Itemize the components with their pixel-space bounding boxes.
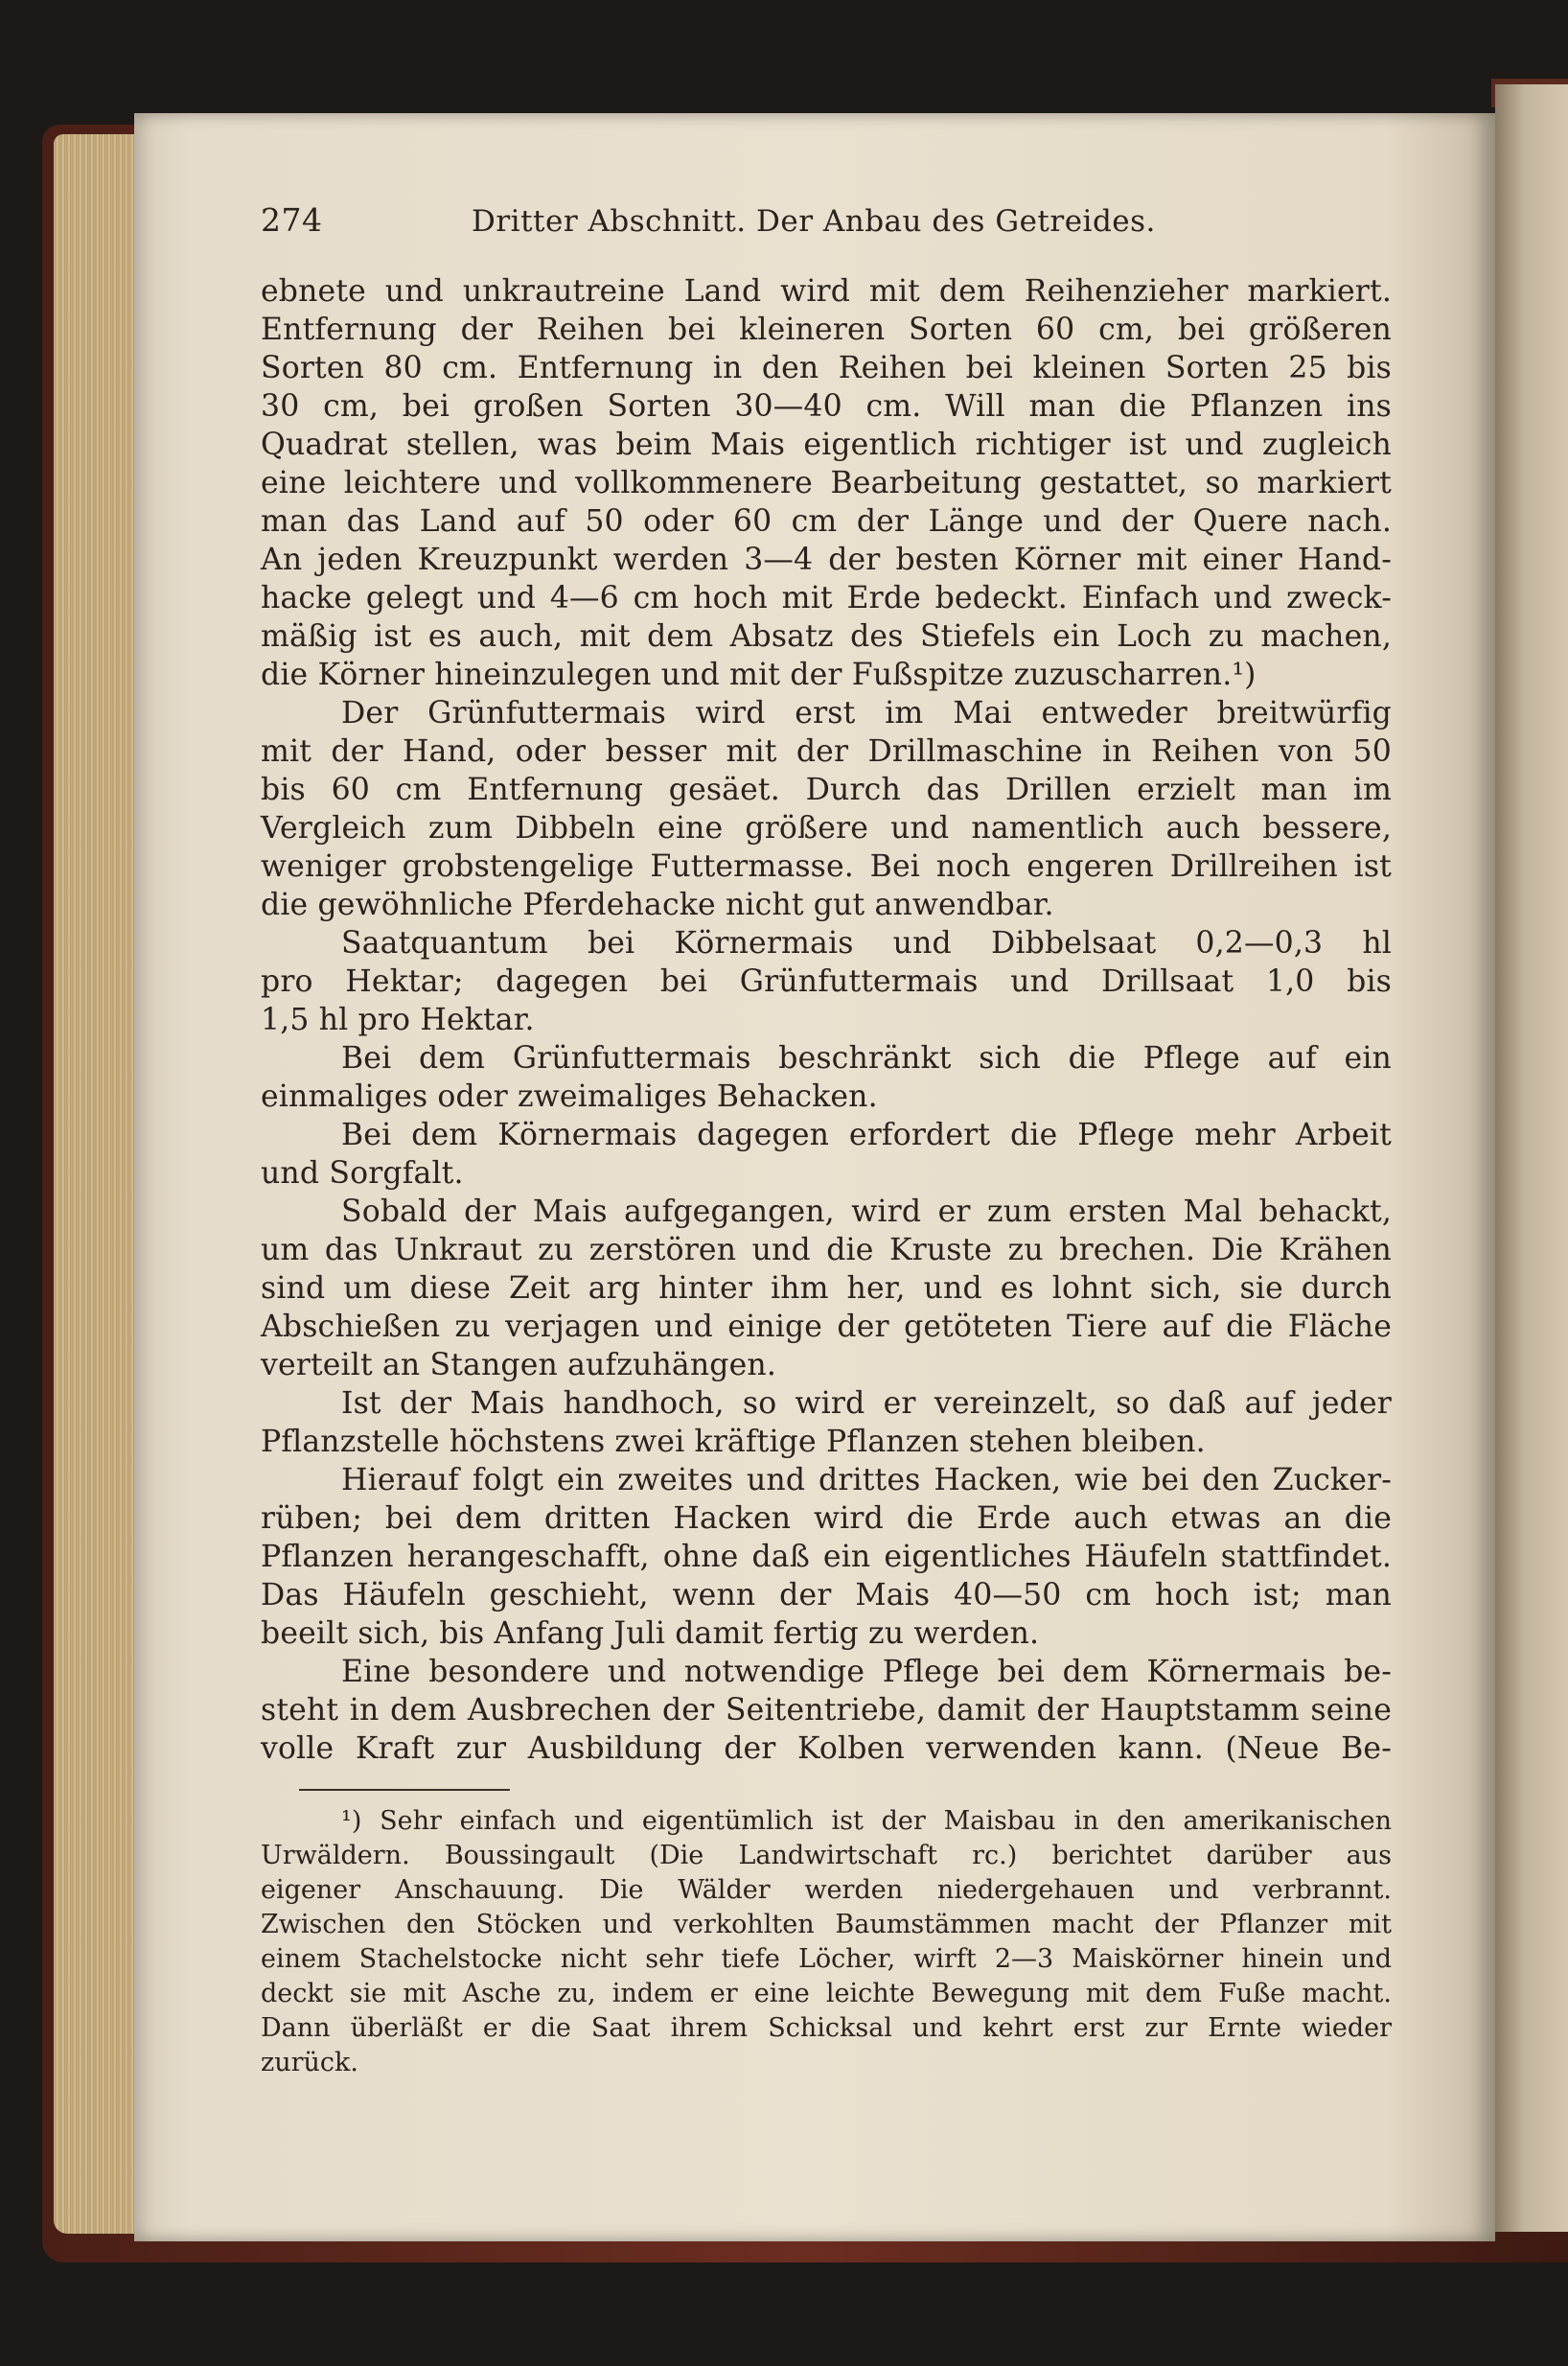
text-line: ebnete und unkrautreine Land wird mit dem Reihenzieher markiert. <box>261 274 1392 309</box>
text-line: die gewöhnliche Pferdehacke nicht gut anwendbar. <box>261 888 1054 922</box>
text-line: hacke gelegt und 4—6 cm hoch mit Erde bedeckt. Einfach und zweck- <box>261 581 1392 615</box>
text-line: Das Häufeln geschieht, wenn der Mais 40—50 cm hoch ist; man <box>261 1578 1392 1612</box>
text-line: Ist der Mais handhoch, so wird er vereinzelt, so daß auf jeder <box>341 1386 1392 1421</box>
text-line: die Körner hineinzulegen und mit der Fußspitze zuzuscharren.¹) <box>261 658 1257 692</box>
text-line: Sobald der Mais aufgegangen, wird er zum ersten Mal behackt, <box>341 1195 1392 1229</box>
text-line: Quadrat stellen, was beim Mais eigentlich richtiger ist und zugleich <box>261 428 1392 462</box>
footnote-line: Urwäldern. Boussingault (Die Landwirtschaft rc.) berichtet darüber aus <box>261 1841 1392 1870</box>
text-line: An jeden Kreuzpunkt werden 3—4 der besten Körner mit einer Hand- <box>261 543 1392 577</box>
text-line: mit der Hand, oder besser mit der Drillmaschine in Reihen von 50 <box>261 734 1392 769</box>
facing-page-edge <box>1495 84 1568 2232</box>
text-line: volle Kraft zur Ausbildung der Kolben verwenden kann. (Neue Be- <box>261 1731 1392 1766</box>
text-line: Sorten 80 cm. Entfernung in den Reihen bei kleinen Sorten 25 bis <box>261 351 1392 385</box>
text-line: beeilt sich, bis Anfang Juli damit fertig zu werden. <box>261 1616 1040 1651</box>
text-line: und Sorgfalt. <box>261 1156 464 1191</box>
text-line: Bei dem Körnermais dagegen erfordert die Pflege mehr Arbeit <box>341 1118 1392 1152</box>
text-line: Der Grünfuttermais wird erst im Mai entweder breitwürfig <box>341 696 1392 731</box>
text-line: Entfernung der Reihen bei kleineren Sorten 60 cm, bei größeren <box>261 313 1392 347</box>
text-line: pro Hektar; dagegen bei Grünfuttermais und Drillsaat 1,0 bis <box>261 964 1392 999</box>
text-line: eine leichtere und vollkommenere Bearbeitung gestattet, so markiert <box>261 466 1392 500</box>
text-line: Vergleich zum Dibbeln eine größere und namentlich auch bessere, <box>261 811 1392 846</box>
page-number: 274 <box>261 201 323 239</box>
footnote <box>261 1804 1392 2080</box>
footnote-line: ¹) Sehr einfach und eigentümlich ist der Maisbau in den amerikanischen <box>341 1806 1392 1836</box>
text-line: rüben; bei dem dritten Hacken wird die Erde auch etwas an die <box>261 1501 1392 1536</box>
text-line: weniger grobstengelige Futtermasse. Bei noch engeren Drillreihen ist <box>261 849 1392 884</box>
footnote-rule <box>299 1789 510 1791</box>
text-line: um das Unkraut zu zerstören und die Kruste zu brechen. Die Krähen <box>261 1233 1392 1267</box>
text-line: 1,5 hl pro Hektar. <box>261 1003 535 1037</box>
footnote-line: eigener Anschauung. Die Wälder werden niedergehauen und verbrannt. <box>261 1875 1392 1905</box>
page-header <box>261 201 1392 259</box>
footnote-line: Zwischen den Stöcken und verkohlten Baumstämmen macht der Pflanzer mit <box>261 1910 1392 1939</box>
text-line: einmaliges oder zweimaliges Behacken. <box>261 1079 878 1114</box>
text-line: steht in dem Ausbrechen der Seitentriebe, damit der Hauptstamm seine <box>261 1693 1392 1728</box>
footnote-line: Dann überläßt er die Saat ihrem Schicksal und kehrt erst zur Ernte wieder <box>261 2013 1392 2043</box>
footnote-line: zurück. <box>261 2048 358 2077</box>
text-line: verteilt an Stangen aufzuhängen. <box>261 1348 776 1382</box>
text-line: mäßig ist es auch, mit dem Absatz des Stiefels ein Loch zu machen, <box>261 619 1392 654</box>
text-line: man das Land auf 50 oder 60 cm der Länge und der Quere nach. <box>261 504 1392 539</box>
page-content <box>261 201 1392 2080</box>
text-line: Pflanzstelle höchstens zwei kräftige Pflanzen stehen bleiben. <box>261 1425 1206 1459</box>
text-line: Pflanzen herangeschafft, ohne daß ein eigentliches Häufeln stattfindet. <box>261 1540 1392 1574</box>
running-head: Dritter Abschnitt. Der Anbau des Getreides. <box>472 204 1156 239</box>
text-line: Abschießen zu verjagen und einige der getöteten Tiere auf die Fläche <box>261 1310 1392 1344</box>
body-text <box>261 272 1392 1768</box>
text-line: 30 cm, bei großen Sorten 30—40 cm. Will man die Pflanzen ins <box>261 389 1392 424</box>
footnote-line: deckt sie mit Asche zu, indem er eine leichte Bewegung mit dem Fuße macht. <box>261 1979 1392 2008</box>
text-line: Saatquantum bei Körnermais und Dibbelsaat 0,2—0,3 hl <box>341 926 1392 961</box>
text-line: sind um diese Zeit arg hinter ihm her, und es lohnt sich, sie durch <box>261 1271 1392 1306</box>
text-line: Bei dem Grünfuttermais beschränkt sich die Pflege auf ein <box>341 1041 1392 1076</box>
text-line: Eine besondere und notwendige Pflege bei dem Körnermais be- <box>341 1655 1392 1689</box>
text-line: bis 60 cm Entfernung gesäet. Durch das Drillen erzielt man im <box>261 773 1392 807</box>
text-line: Hierauf folgt ein zweites und drittes Hacken, wie bei den Zucker- <box>341 1463 1392 1497</box>
footnote-line: einem Stachelstocke nicht sehr tiefe Löcher, wirft 2—3 Maiskörner hinein und <box>261 1944 1392 1974</box>
book-page <box>134 113 1495 2241</box>
